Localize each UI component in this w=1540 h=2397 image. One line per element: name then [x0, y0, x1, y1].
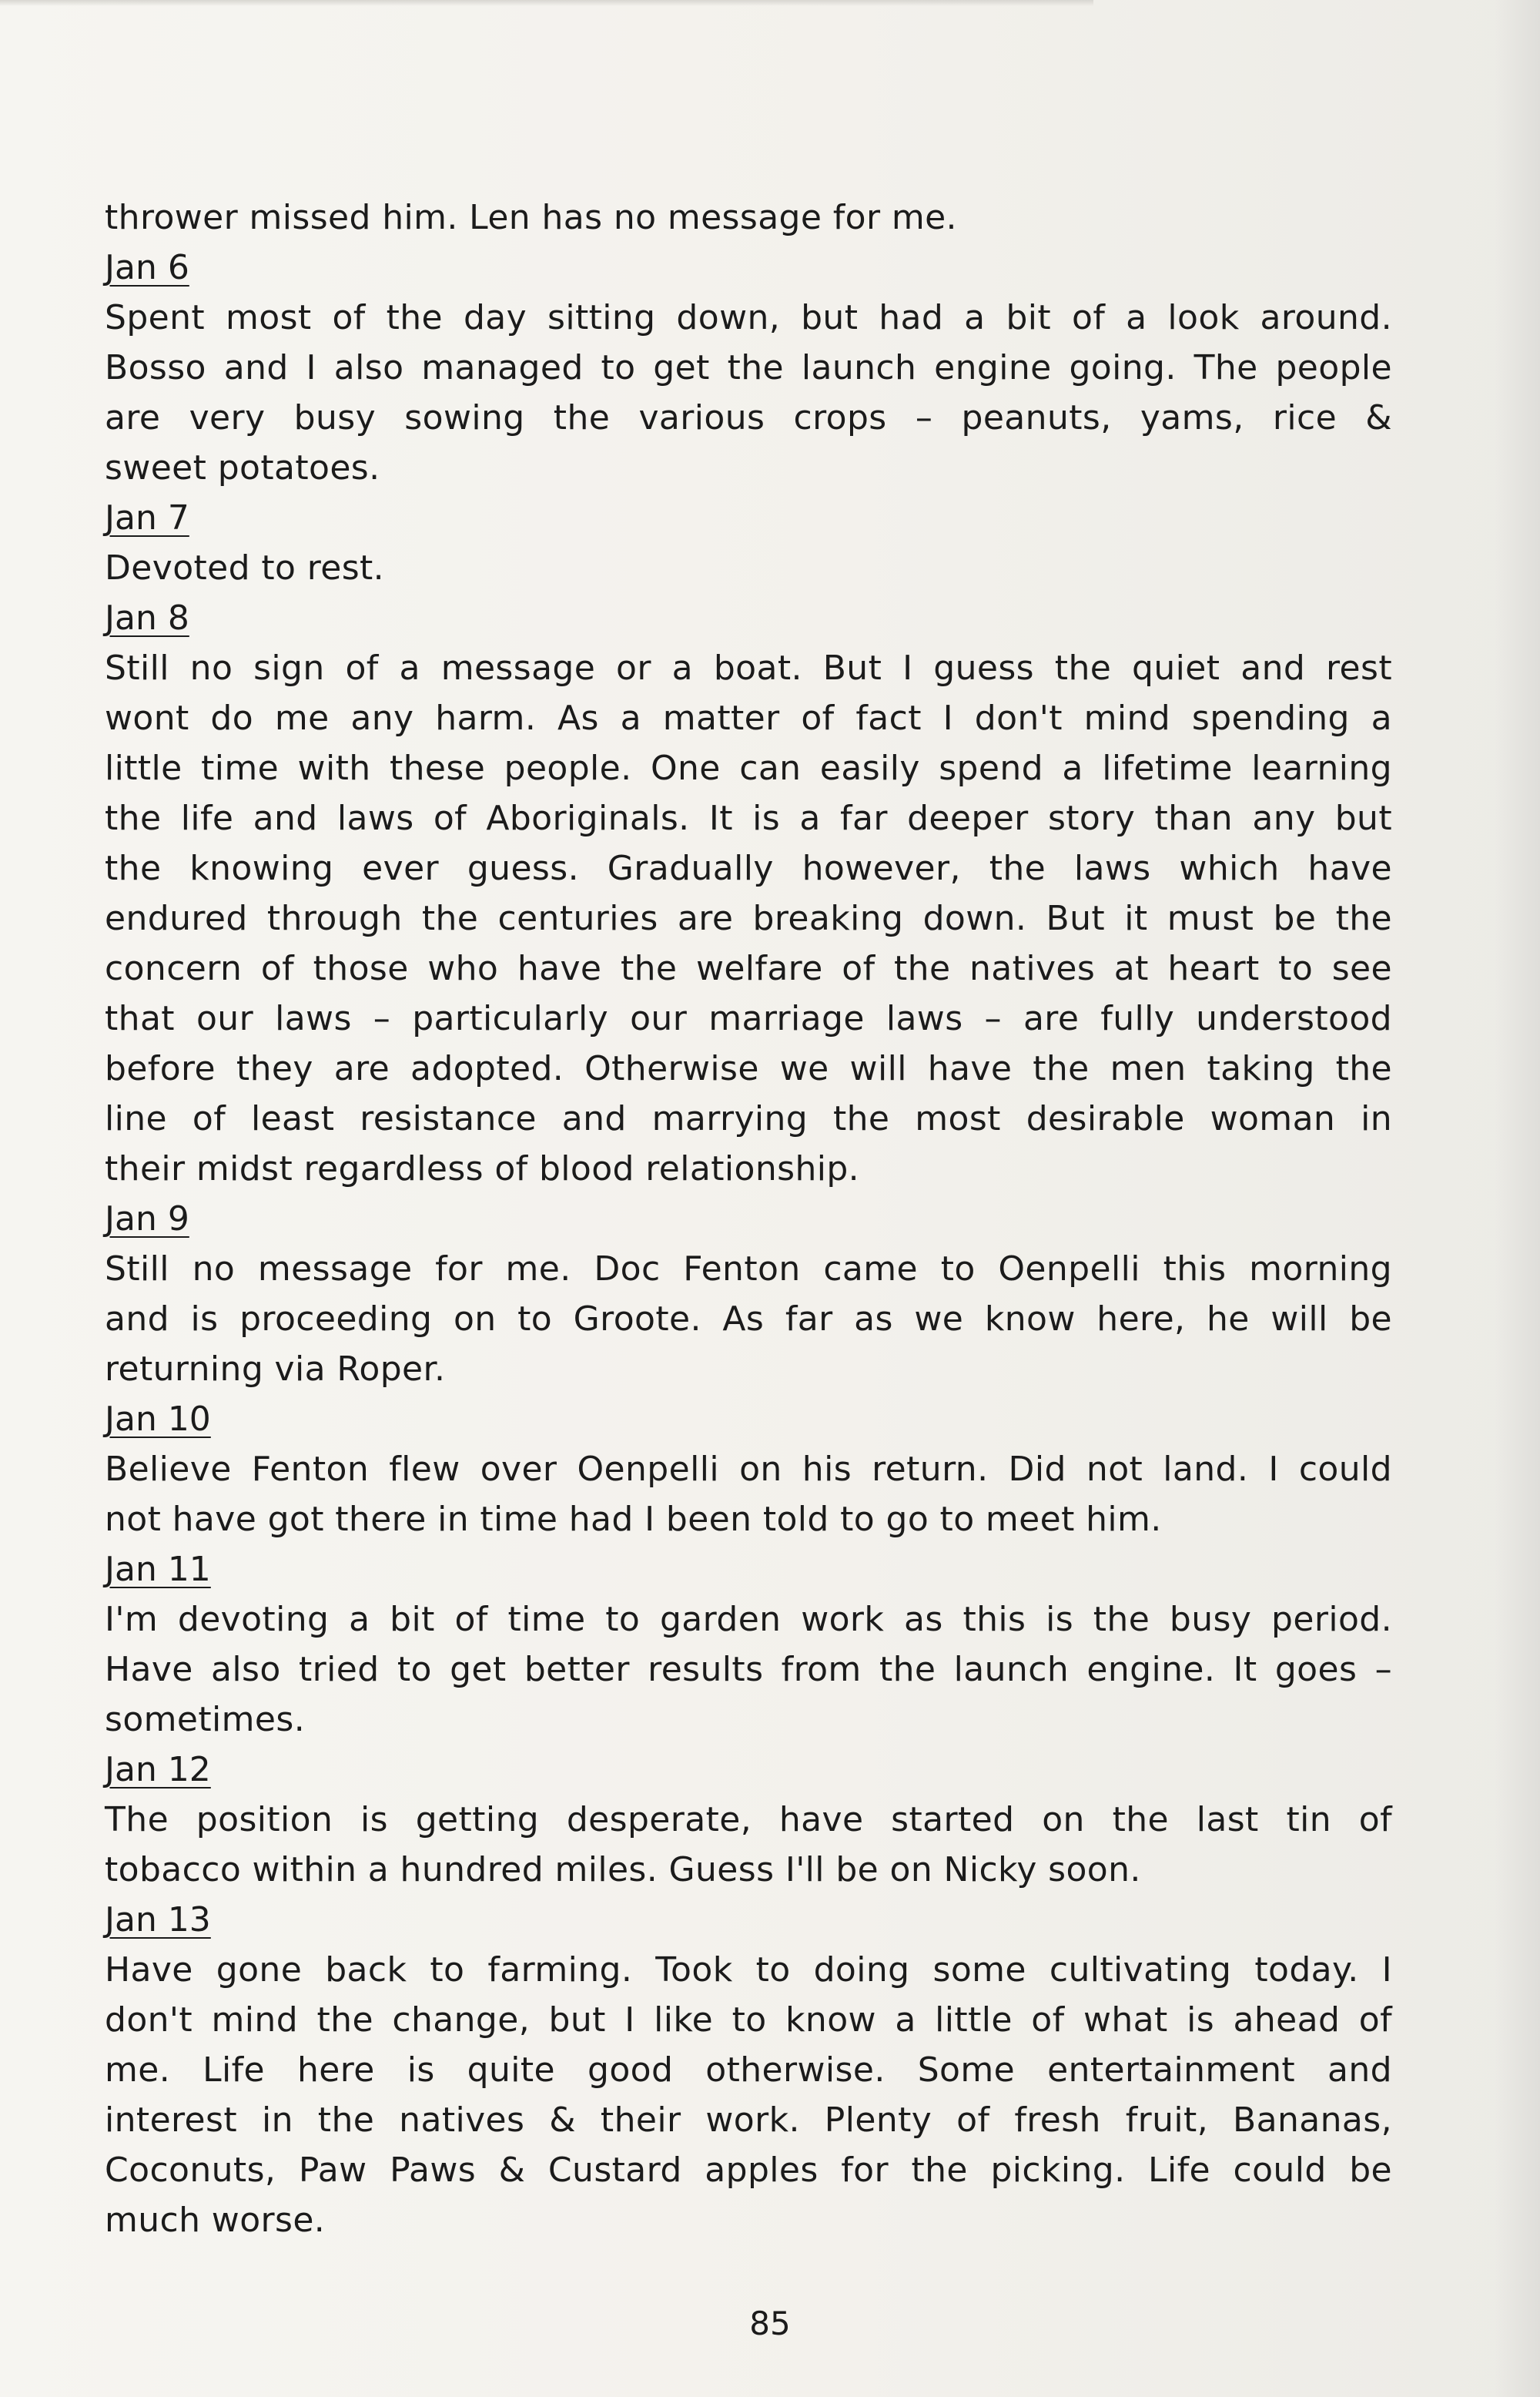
- diary-date-label: Jan 9: [105, 1199, 189, 1239]
- diary-text-line: before they are adopted. Otherwise we will have the men taking the: [105, 1049, 1392, 1088]
- diary-text-line: Devoted to rest.: [105, 548, 385, 588]
- diary-text-line: Believe Fenton flew over Oenpelli on his return. Did not land. I could: [105, 1450, 1392, 1489]
- diary-text-line: interest in the natives & their work. Plenty of fresh fruit, Bananas,: [105, 2100, 1392, 2140]
- diary-text-line: thrower missed him. Len has no message for me.: [105, 198, 957, 237]
- diary-date-label: Jan 7: [105, 498, 189, 538]
- diary-text-line: sweet potatoes.: [105, 448, 380, 488]
- diary-date-heading: [105, 1394, 1392, 1444]
- diary-text-line: me. Life here is quite good otherwise. Some entertainment and: [105, 2050, 1392, 2090]
- diary-text-line: returning via Roper.: [105, 1349, 446, 1389]
- diary-text-line: Have also tried to get better results from the launch engine. It goes –: [105, 1650, 1392, 1689]
- diary-text-line: endured through the centuries are breaking down. But it must be the: [105, 899, 1392, 938]
- diary-text-line: tobacco within a hundred miles. Guess I'll be on Nicky soon.: [105, 1850, 1141, 1889]
- diary-text-line: Have gone back to farming. Took to doing some cultivating today. I: [105, 1950, 1392, 1990]
- diary-date-label: Jan 11: [105, 1550, 211, 1589]
- diary-date-label: Jan 10: [105, 1400, 211, 1439]
- diary-text-line: sometimes.: [105, 1700, 306, 1739]
- page-top-edge: [0, 0, 1093, 6]
- diary-text-line: Still no sign of a message or a boat. But I guess the quiet and rest: [105, 649, 1392, 688]
- diary-text-line: The position is getting desperate, have started on the last tin of: [105, 1800, 1392, 1839]
- diary-date-heading: [105, 1745, 1392, 1795]
- diary-text-line: are very busy sowing the various crops – peanuts, yams, rice &: [105, 398, 1392, 437]
- diary-date-heading: [105, 1194, 1392, 1244]
- diary-text-line: Coconuts, Paw Paws & Custard apples for the picking. Life could be: [105, 2151, 1392, 2190]
- page-number: 85: [749, 2305, 791, 2342]
- diary-text-line: concern of those who have the welfare of the natives at heart to see: [105, 949, 1392, 988]
- diary-date-heading: [105, 493, 1392, 543]
- diary-date-label: Jan 6: [105, 248, 189, 287]
- page-gutter-shadow: [1494, 0, 1540, 2397]
- diary-text-line: line of least resistance and marrying the most desirable woman in: [105, 1099, 1392, 1138]
- diary-date-heading: [105, 243, 1392, 293]
- diary-text-line: Spent most of the day sitting down, but had a bit of a look around.: [105, 298, 1392, 337]
- diary-text-line: their midst regardless of blood relationship.: [105, 1149, 860, 1188]
- diary-text-line: little time with these people. One can easily spend a lifetime learning: [105, 749, 1392, 788]
- diary-date-heading: [105, 593, 1392, 643]
- diary-text-line: and is proceeding on to Groote. As far as we know here, he will be: [105, 1299, 1392, 1339]
- diary-text-block: [105, 193, 1392, 2245]
- diary-text-line: Still no message for me. Doc Fenton came to Oenpelli this morning: [105, 1249, 1392, 1289]
- diary-text-line: the knowing ever guess. Gradually however, the laws which have: [105, 849, 1392, 888]
- diary-text-line: don't mind the change, but I like to know a little of what is ahead of: [105, 2000, 1392, 2040]
- diary-text-line: much worse.: [105, 2201, 326, 2240]
- diary-date-label: Jan 12: [105, 1750, 211, 1789]
- diary-date-label: Jan 8: [105, 598, 189, 638]
- diary-date-heading: [105, 1544, 1392, 1594]
- diary-date-label: Jan 13: [105, 1900, 211, 1939]
- diary-text-line: wont do me any harm. As a matter of fact I don't mind spending a: [105, 699, 1392, 738]
- diary-text-line: not have got there in time had I been told to go to meet him.: [105, 1500, 1162, 1539]
- diary-text-line: Bosso and I also managed to get the launch engine going. The people: [105, 348, 1392, 387]
- diary-text-line: that our laws – particularly our marriage laws – are fully understood: [105, 999, 1392, 1038]
- diary-date-heading: [105, 1895, 1392, 1945]
- diary-text-line: I'm devoting a bit of time to garden work as this is the busy period.: [105, 1600, 1392, 1639]
- diary-text-line: the life and laws of Aboriginals. It is a far deeper story than any but: [105, 799, 1392, 838]
